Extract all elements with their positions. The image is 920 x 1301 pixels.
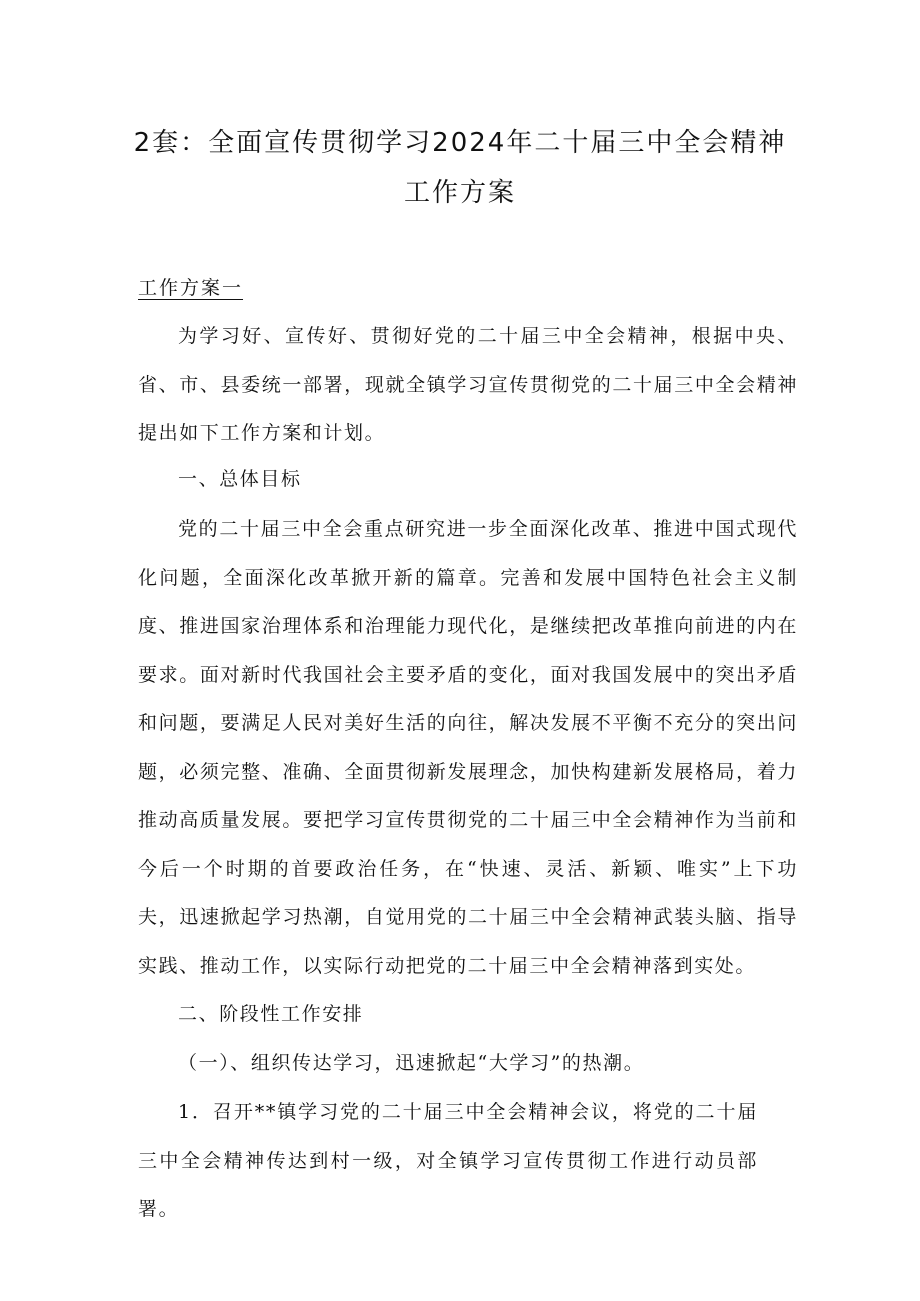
goal-paragraph: 党的二十届三中全会重点研究进一步全面深化改革、推进中国式现代化问题，全面深化改革掀开新的篇章。完善和发展中国特色社会主义制度、推进国家治理体系和治理能力现代化，是继续把改革推向前进的内在要求。面对新时代我国社会主要矛盾的变化，面对我国发展中的突出矛盾和问题，要满足人民对美好生活的向往，解决发展不平衡不充分的突出问题，必须完整、准确、全面贯彻新发展理念，加快构建新发展格局，着力推动高质量发展。要把学习宣传贯彻党的二十届三中全会精神作为当前和今后一个时期的首要政治任务，在“快速、灵活、新颖、唯实”上下功夫，迅速掀起学习热潮，自觉用党的二十届三中全会精神武装头脑、指导实践、推动工作，以实际行动把党的二十届三中全会精神落到实处。 [138,518,798,977]
list-item-1: 1．召开**镇学习党的二十届三中全会精神会议，将党的二十届三中全会精神传达到村一级，对全镇学习宣传贯彻工作进行动员部署。 [138,1101,758,1220]
intro-paragraph: 为学习好、宣传好、贯彻好党的二十届三中全会精神，根据中央、省、市、县委统一部署，现就全镇学习宣传贯彻党的二十届三中全会精神提出如下工作方案和计划。 [138,325,798,444]
section-label: 工作方案一 [138,277,244,299]
document-title-line-2: 工作方案 [403,178,516,208]
heading-overall-goal: 一、总体目标 [178,468,302,490]
heading-phased-arrangement: 二、阶段性工作安排 [178,1003,364,1025]
subheading-organize-study: （一）、组织传达学习，迅速掀起“大学习”的热潮。 [178,1052,645,1074]
document-title-line-1: 2套：全面宣传贯彻学习2024年二十届三中全会精神 [133,128,787,158]
